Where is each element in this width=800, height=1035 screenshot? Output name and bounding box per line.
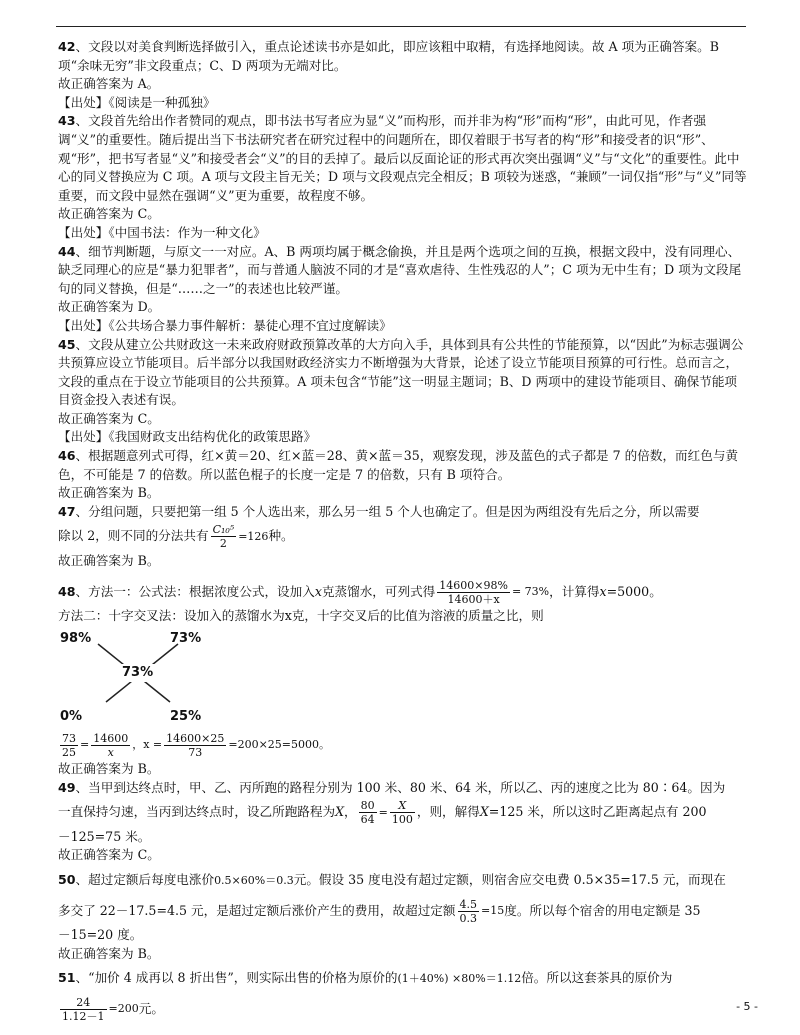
q46-answer: 故正确答案为 B。 (58, 485, 160, 501)
q47-answer: 故正确答案为 B。 (58, 552, 160, 568)
q48-text-c: ，计算得 (549, 583, 600, 599)
header-rule (56, 26, 746, 27)
q47-frac-num: C₁₀⁵ (212, 523, 235, 537)
q51-f-n: 24 (60, 996, 107, 1010)
q48-calc-f2n: 14600 (93, 731, 129, 745)
q49-text2b: ，则，解得 (416, 804, 480, 820)
q42-text: 、文段以对美食判断选择做引入，重点论述读书亦是如此，即应该粗中取精，有选择地阅读。故 A 项为正确答案。B 项“余味无穷”非文段重点；C、D 两项为无端对比。 (58, 39, 719, 73)
q48-calc-eq1: = (80, 738, 90, 752)
q50-paragraph (58, 865, 748, 896)
q49-frac-a (359, 799, 377, 826)
q50-line3: －15=20 度。 (58, 927, 143, 942)
q49-fa-d: 64 (360, 813, 375, 827)
q47-number: 47 (58, 503, 76, 519)
q48-calc-f3d: 73 (188, 745, 203, 759)
cross-bottom-left: 0% (60, 708, 83, 724)
q50-answer: 故正确答案为 B。 (58, 945, 160, 961)
q48-eq: = 73% (511, 585, 550, 599)
q48-text-d: =5000。 (606, 583, 662, 599)
q45-number: 45 (58, 336, 76, 352)
q42-answer: 故正确答案为 A。 (58, 76, 160, 92)
q48-frac-num: 14600×98% (439, 578, 508, 592)
q49-text2a: 一直保持匀速，当丙到达终点时，设乙所跑路程为 (58, 804, 336, 820)
q50-text2b: 度。所以每个宿舍的用电定额是 35 (504, 902, 701, 918)
q48-text-a: 、方法一：公式法：根据浓度公式，设加入 (75, 583, 315, 599)
cross-bottom-right: 25% (170, 708, 202, 724)
page-number: - 5 - (736, 1000, 758, 1013)
cross-method-diagram (58, 630, 218, 730)
q47-text2a: 除以 2，则不同的分法共有 (58, 528, 209, 544)
q51-expr1: (1＋40%) ×80%＝1.12 (397, 971, 522, 985)
q50-frac (458, 898, 480, 925)
q49-var-x2: X (479, 804, 489, 820)
q48-calc-f1n: 73 (62, 731, 76, 745)
cross-center: 73% (120, 664, 155, 683)
q43-text: 、文段首先给出作者赞同的观点，即书法书写者应为显“义”而构形，而并非为构“形”而构“形”，由此可见，作者强调“义”的重要性。随后提出当下书法研究者在研究过程中的问题所在，即仅着眼于书写者的构“形”和接受者的识“形”、观“形”，把书写者显“义”和接受者会“义”的目的丢掉了。最后以反面论证的形式再次突出强调“义”与“文化”的重要性。此中心的同义替换应为 C 项。A 项与文段主旨无关；D 项与文段观点完全相反；B 项较为迷惑，“兼顾”一词仅指“形”与“义”同等重要，而文段中显然在强调“义”更为重要，故程度不够。 (58, 113, 747, 203)
q48-calc-f2d: x (107, 745, 114, 759)
q43-source: 【出处】《中国书法：作为一种文化》 (58, 224, 266, 240)
q49-number: 49 (58, 779, 76, 795)
q42-number: 42 (58, 39, 76, 54)
q48-method2: 方法二：十字交叉法：设加入的蒸馏水为x克，十字交叉后的比值为溶液的质量之比，则 (58, 608, 544, 624)
q50-f-n: 4.5 (459, 897, 477, 911)
q50-line2 (58, 896, 748, 927)
q50-number: 50 (58, 872, 76, 887)
q48-answer: 故正确答案为 B。 (58, 761, 160, 777)
q49-var-x: X (335, 804, 345, 820)
q47-line2 (58, 521, 748, 552)
q48-calc-tail: =200×25=5000。 (228, 738, 330, 752)
q51-frac (60, 996, 107, 1023)
q51-f-d: 1.12－1 (62, 1009, 105, 1023)
q44-answer: 故正确答案为 D。 (58, 299, 161, 315)
answer-content (58, 38, 748, 1024)
q48-calc-frac3 (164, 732, 226, 759)
q47-text: 、分组问题，只要把第一组 5 个人选出来，那么另一组 5 个人也确定了。但是因为两组没有先后之分，所以需要 (75, 503, 700, 519)
cross-top-right: 73% (170, 630, 202, 646)
q46-paragraph (58, 447, 748, 484)
q49-fb-n: X (390, 799, 415, 813)
q44-number: 44 (58, 243, 76, 259)
q50-f-eq: =15 (481, 904, 505, 917)
q48-calc-f3n: 14600×25 (166, 731, 225, 745)
q49-answer: 故正确答案为 C。 (58, 847, 160, 863)
q43-number: 43 (58, 113, 76, 129)
q50-text-b: 元。假设 35 度电没有超过定额，则宿舍应交电费 0.5×35=17.5 元，而现在 (293, 872, 726, 887)
q51-paragraph (58, 963, 748, 994)
q51-text2b: 元。 (138, 1000, 164, 1016)
q43-paragraph (58, 112, 748, 205)
q47-fraction (211, 523, 237, 550)
q50-f-d: 0.3 (459, 911, 477, 925)
q51-text-a: 、“加价 4 成再以 8 折出售”，则实际出售的价格为原价的 (75, 970, 398, 986)
q44-source: 【出处】《公共场合暴力事件解析：暴徒心理不宜过度解读》 (58, 317, 392, 333)
q48-frac-den: 14600＋x (447, 592, 500, 606)
q48-calc-f1d: 25 (62, 745, 76, 759)
q49-paragraph (58, 779, 748, 798)
q47-eq: =126 (238, 529, 269, 543)
q46-text: 、根据题意列式可得，红×黄＝20、红×蓝＝28、黄×蓝＝35，观察发现，涉及蓝色的式子都是 7 的倍数，而红色与黄色，不可能是 7 的倍数。所以蓝色棍子的长度一定是 7 的倍数，只有 B 项符合。 (58, 448, 739, 482)
q48-calc-frac2 (91, 732, 130, 759)
q49-f-eq: = (378, 805, 388, 819)
q47-paragraph (58, 503, 748, 522)
q43-answer: 故正确答案为 C。 (58, 206, 160, 222)
q51-text-b: 倍。所以这套茶具的原价为 (521, 970, 673, 986)
q46-number: 46 (58, 448, 76, 464)
q42-paragraph (58, 38, 748, 75)
q48-fraction (437, 579, 510, 606)
q49-text2c: =125 米，所以这时乙距离起点有 200 (488, 804, 707, 820)
q48-text-b: 克蒸馏水，可列式得 (321, 583, 436, 599)
q48-number: 48 (58, 583, 76, 599)
q44-paragraph (58, 243, 748, 299)
q48-var-x2: x (599, 583, 607, 599)
q49-text: 、当甲到达终点时，甲、乙、丙所跑的路程分别为 100 米、80 米、64 米，所以乙、丙的速度之比为 80∶64。因为 (75, 779, 726, 795)
q48-var-x: x (314, 583, 322, 599)
q51-number: 51 (58, 970, 76, 986)
q44-text: 、细节判断题，与原文一一对应。A、B 两项均属于概念偷换，并且是两个选项之间的互换，根据文段中，没有同理心、缺乏同理心的应是“暴力犯罪者”，而与普通人脑波不同的才是“喜欢虐待、生性残忍的人”；C 项为无中生有；D 项为文段尾句的同义替换，但是“……之一”的表述也比较严谨。 (58, 243, 742, 296)
q51-f-eq: =200 (108, 1002, 139, 1016)
q49-line3: －125=75 米。 (58, 828, 151, 844)
q50-expr1: 0.5×60%＝0.3 (214, 873, 294, 887)
q47-frac-den: 2 (219, 537, 227, 551)
q45-paragraph (58, 336, 748, 410)
q49-fb-d: 100 (391, 813, 413, 827)
q50-text2a: 多交了 22－17.5=4.5 元，是超过定额后涨价产生的费用，故超过定额 (58, 902, 456, 918)
q50-text-a: 、超过定额后每度电涨价 (75, 872, 215, 887)
q47-text2b: 种。 (268, 528, 294, 544)
q48-calc-mid: ，x = (132, 738, 163, 752)
q49-frac-b (390, 799, 415, 826)
q45-source: 【出处】《我国财政支出结构优化的政策思路》 (58, 429, 317, 445)
cross-top-left: 98% (60, 630, 92, 646)
q48-calc-frac1 (60, 732, 78, 759)
q48-calc (58, 730, 748, 761)
q49-line2: 一直保持匀速，当丙到达终点时，设乙所跑路程为X， $\frac{80}{64}$ = $\frac{X}{100}$ ，则，解得X=125 米，所以这时乙距离起点有 200 (58, 799, 707, 827)
q45-text: 、文段从建立公共财政这一未来政府财政预算改革的大方向入手，具体到具有公共性的节能预算，以“因此”为标志强调公共预算应设立节能项目。后半部分以我国财政经济实力不断增强为大背景，论述了设立节能项目预算的可行性。总而言之，文段的重点在于设立节能项目的公共预算。A 项未包含“节能”这一明显主题词；B、D 两项中的建设节能项目、确保节能项目资金投入表述有误。 (58, 336, 744, 408)
q42-source: 【出处】《阅读是一种孤独》 (58, 94, 216, 110)
q45-answer: 故正确答案为 C。 (58, 410, 160, 426)
q48-paragraph (58, 577, 748, 608)
q51-line2 (58, 994, 748, 1025)
q49-fa-n: 80 (360, 799, 375, 813)
